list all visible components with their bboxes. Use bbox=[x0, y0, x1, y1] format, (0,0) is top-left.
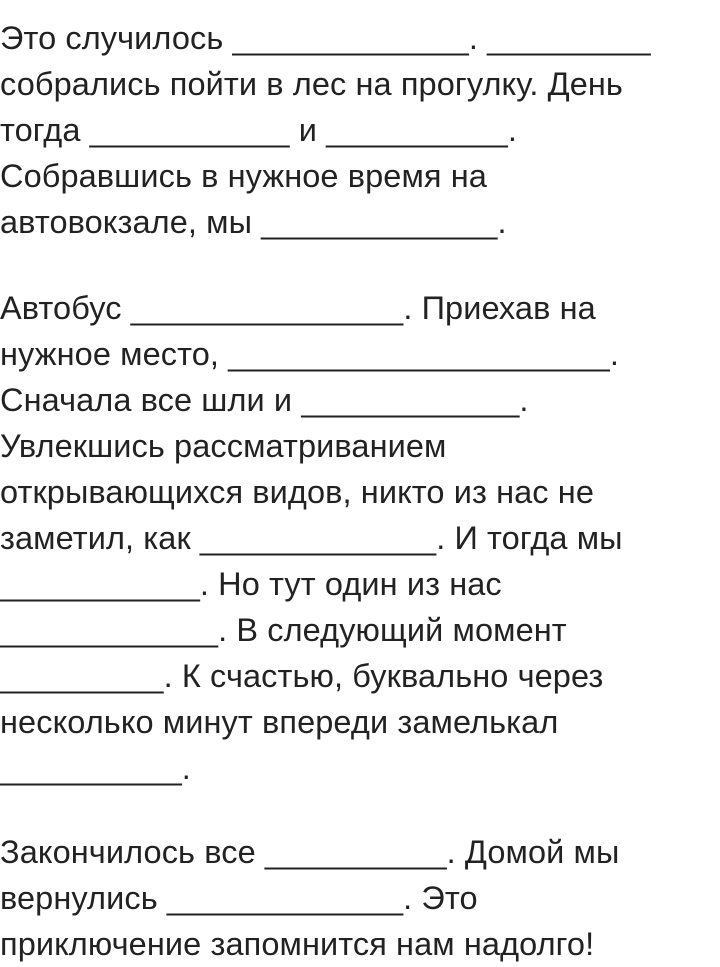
paragraph-2 bbox=[0, 285, 720, 791]
text-line: собрались пойти в лес на прогулку. День bbox=[0, 66, 623, 102]
worksheet-text bbox=[0, 15, 720, 967]
text-line: открывающихся видов, никто из нас не bbox=[0, 474, 595, 510]
text-line: __________. bbox=[0, 750, 191, 786]
text-line: Собравшись в нужное время на bbox=[0, 158, 487, 194]
paragraph-1 bbox=[0, 15, 720, 245]
paragraph-spacer bbox=[0, 245, 720, 285]
text-line: заметил, как _____________. И тогда мы bbox=[0, 520, 623, 556]
text-line: Закончилось все __________. Домой мы bbox=[0, 834, 620, 870]
text-line: ____________. В следующий момент bbox=[0, 612, 567, 648]
text-line: Это случилось _____________. _________ bbox=[0, 20, 651, 56]
text-line: нужное место, _____________________. bbox=[0, 336, 619, 372]
text-line: _________. К счастью, буквально через bbox=[0, 658, 604, 694]
text-line: тогда ___________ и __________. bbox=[0, 112, 517, 148]
text-line: приключение запомнится нам надолго! bbox=[0, 926, 595, 962]
text-line: несколько минут впереди замелькал bbox=[0, 704, 559, 740]
text-line: Увлекшись рассматриванием bbox=[0, 428, 447, 464]
text-line: ___________. Но тут один из нас bbox=[0, 566, 502, 602]
paragraph-spacer bbox=[0, 791, 720, 829]
text-line: Автобус _______________. Приехав на bbox=[0, 290, 596, 326]
text-line: автовокзале, мы _____________. bbox=[0, 204, 507, 240]
paragraph-3 bbox=[0, 829, 720, 967]
text-line: Сначала все шли и ____________. bbox=[0, 382, 529, 418]
text-line: вернулись _____________. Это bbox=[0, 880, 478, 916]
